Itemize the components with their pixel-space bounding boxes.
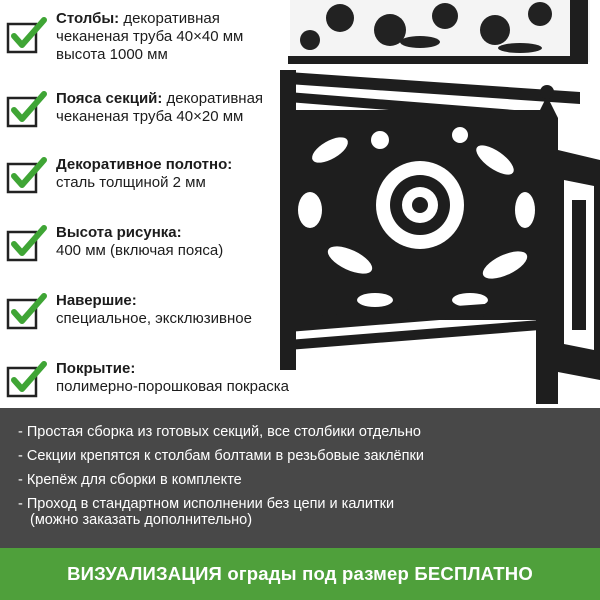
bullet-item: - Секции крепятся к столбам болтами в резьбовые заклёпки <box>18 448 424 464</box>
visualization-banner <box>0 548 600 600</box>
bullet-item: - Простая сборка из готовых секций, все столбики отдельно <box>18 424 421 440</box>
feature-text: 400 мм (включая пояса) <box>56 242 224 259</box>
check-box-icon <box>6 224 48 264</box>
banner-text: ВИЗУАЛИЗАЦИЯ ограды под размер БЕСПЛАТНО <box>67 563 533 584</box>
info-panel <box>0 408 600 548</box>
feature-title: Покрытие: <box>56 360 136 377</box>
bullet-item: - Крепёж для сборки в комплекте <box>18 472 242 488</box>
feature-text: сталь толщиной 2 мм <box>56 174 206 191</box>
bullet-item: - Проход в стандартном исполнении без цепи и калитки <box>18 496 395 512</box>
feature-title: Столбы: <box>56 10 120 27</box>
feature-title: Пояса секций: <box>56 90 163 107</box>
feature-text: чеканеная труба 40×20 мм <box>56 108 244 125</box>
feature-text: декоративная <box>162 90 264 107</box>
bullet-item: (можно заказать дополнительно) <box>30 512 253 528</box>
feature-text: полимерно-порошковая покраска <box>56 378 290 395</box>
feature-text: чеканеная труба 40×40 мм <box>56 28 244 45</box>
check-box-icon <box>6 156 48 196</box>
feature-title: Декоративное полотно: <box>56 156 233 173</box>
feature-text: специальное, эксклюзивное <box>56 310 252 327</box>
feature-title: Навершие: <box>56 292 137 309</box>
bullet-list <box>0 408 600 528</box>
feature-title: Высота рисунка: <box>56 224 182 241</box>
feature-text: декоративная <box>119 10 220 27</box>
check-box-icon <box>6 292 48 332</box>
check-box-icon <box>6 90 48 130</box>
check-box-icon <box>6 16 48 56</box>
feature-list <box>0 0 330 408</box>
feature-text: высота 1000 мм <box>56 46 168 63</box>
check-box-icon <box>6 360 48 400</box>
